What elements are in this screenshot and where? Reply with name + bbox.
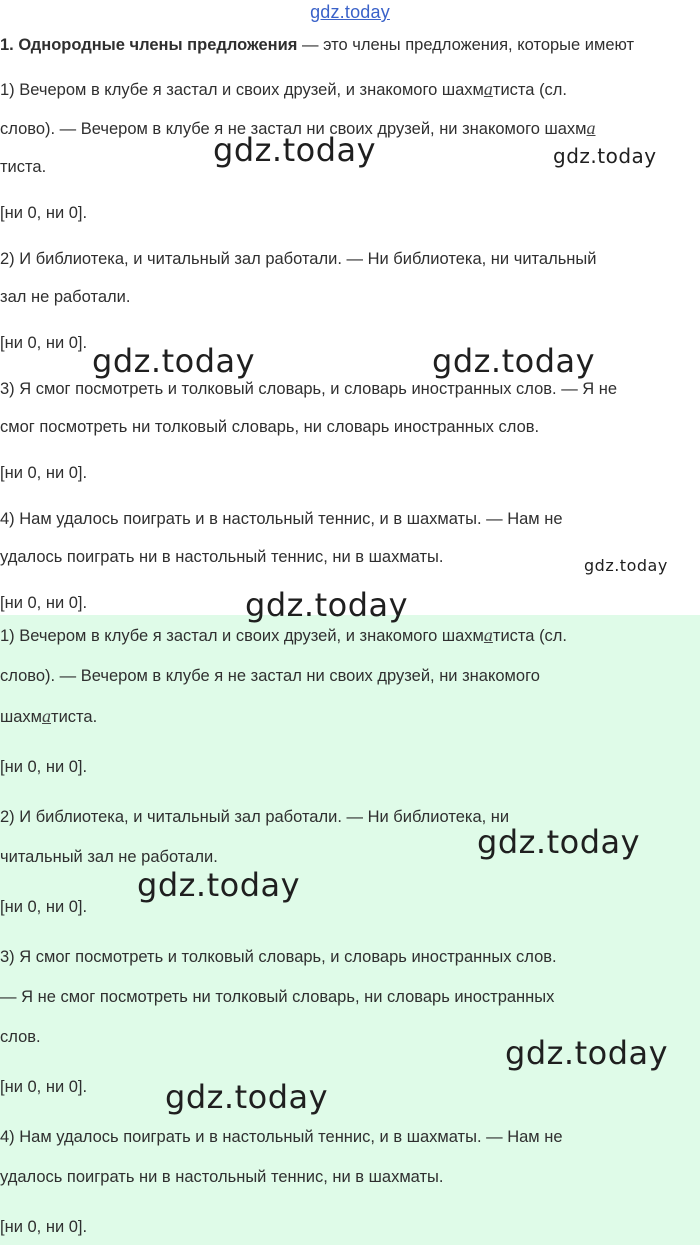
answer-item-4-line-1: 4) Нам удалось поиграть и в настольный теннис, и в шахматы. — Нам не: [0, 1128, 563, 1146]
watermark: gdz.today: [213, 131, 377, 169]
answer-item-1-line-3: шахматиста.: [0, 706, 98, 726]
watermark: gdz.today: [245, 586, 409, 624]
answer-item-2-scheme: [ни 0, ни 0].: [0, 898, 88, 916]
watermark: gdz.today: [477, 823, 641, 861]
stress-mark: а: [586, 118, 596, 138]
watermark: gdz.today: [432, 342, 596, 380]
exercise-item-3-line-1: 3) Я смог посмотреть и толковый словарь, и словарь иностранных слов. — Я не: [0, 380, 618, 398]
answer-item-1-line-1: 1) Вечером в клубе я застал и своих друзей, и знакомого шахматиста (сл.: [0, 625, 568, 645]
exercise-item-1-line-3: тиста.: [0, 158, 47, 176]
answer-item-3-scheme: [ни 0, ни 0].: [0, 1078, 88, 1096]
answer-item-4-line-2: удалось поиграть ни в настольный теннис, ни в шахматы.: [0, 1168, 444, 1186]
answer-item-2-line-2: читальный зал не работали.: [0, 848, 218, 866]
watermark: gdz.today: [92, 342, 256, 380]
exercise-item-1-line-2: слово). — Вечером в клубе я не застал ни своих друзей, ни знакомого шахма: [0, 118, 596, 138]
stress-mark: а: [42, 706, 52, 726]
exercise-item-3-line-2: смог посмотреть ни толковый словарь, ни словарь иностранных слов.: [0, 418, 540, 436]
site-link[interactable]: gdz.today: [310, 2, 390, 22]
answer-item-3-line-1: 3) Я смог посмотреть и толковый словарь, и словарь иностранных слов.: [0, 948, 557, 966]
watermark: gdz.today: [553, 144, 657, 168]
stress-mark: а: [483, 625, 493, 645]
answer-item-3-line-3: слов.: [0, 1028, 41, 1046]
answer-block: [0, 615, 700, 1245]
answer-item-3-line-2: — Я не смог посмотреть ни толковый словарь, ни словарь иностранных: [0, 988, 555, 1006]
answer-item-2-line-1: 2) И библиотека, и читальный зал работали. — Ни библиотека, ни: [0, 808, 510, 826]
answer-item-4-scheme: [ни 0, ни 0].: [0, 1218, 88, 1236]
watermark: gdz.today: [505, 1034, 669, 1072]
watermark: gdz.today: [165, 1078, 329, 1116]
exercise-item-2-scheme: [ни 0, ни 0].: [0, 334, 88, 352]
exercise-item-4-line-1: 4) Нам удалось поиграть и в настольный теннис, и в шахматы. — Нам не: [0, 510, 563, 528]
watermark: gdz.today: [137, 866, 301, 904]
exercise-item-1-line-1: 1) Вечером в клубе я застал и своих друзей, и знакомого шахматиста (сл.: [0, 79, 568, 99]
exercise-item-4-scheme: [ни 0, ни 0].: [0, 594, 88, 612]
stress-mark: а: [483, 79, 493, 99]
heading-bold: 1. Однородные члены предложения: [0, 36, 298, 54]
heading-rest: — это члены предложения, которые имеют: [297, 36, 635, 54]
task-heading: [0, 34, 700, 56]
answer-item-1-scheme: [ни 0, ни 0].: [0, 758, 88, 776]
answer-item-1-line-2: слово). — Вечером в клубе я не застал ни своих друзей, ни знакомого: [0, 667, 540, 685]
exercise-item-4-line-2: удалось поиграть ни в настольный теннис, ни в шахматы.: [0, 548, 444, 566]
watermark: gdz.today: [584, 556, 668, 575]
exercise-item-1-scheme: [ни 0, ни 0].: [0, 204, 88, 222]
exercise-item-2-line-1: 2) И библиотека, и читальный зал работали. — Ни библиотека, ни читальный: [0, 250, 597, 268]
exercise-item-2-line-2: зал не работали.: [0, 288, 131, 306]
exercise-item-3-scheme: [ни 0, ни 0].: [0, 464, 88, 482]
